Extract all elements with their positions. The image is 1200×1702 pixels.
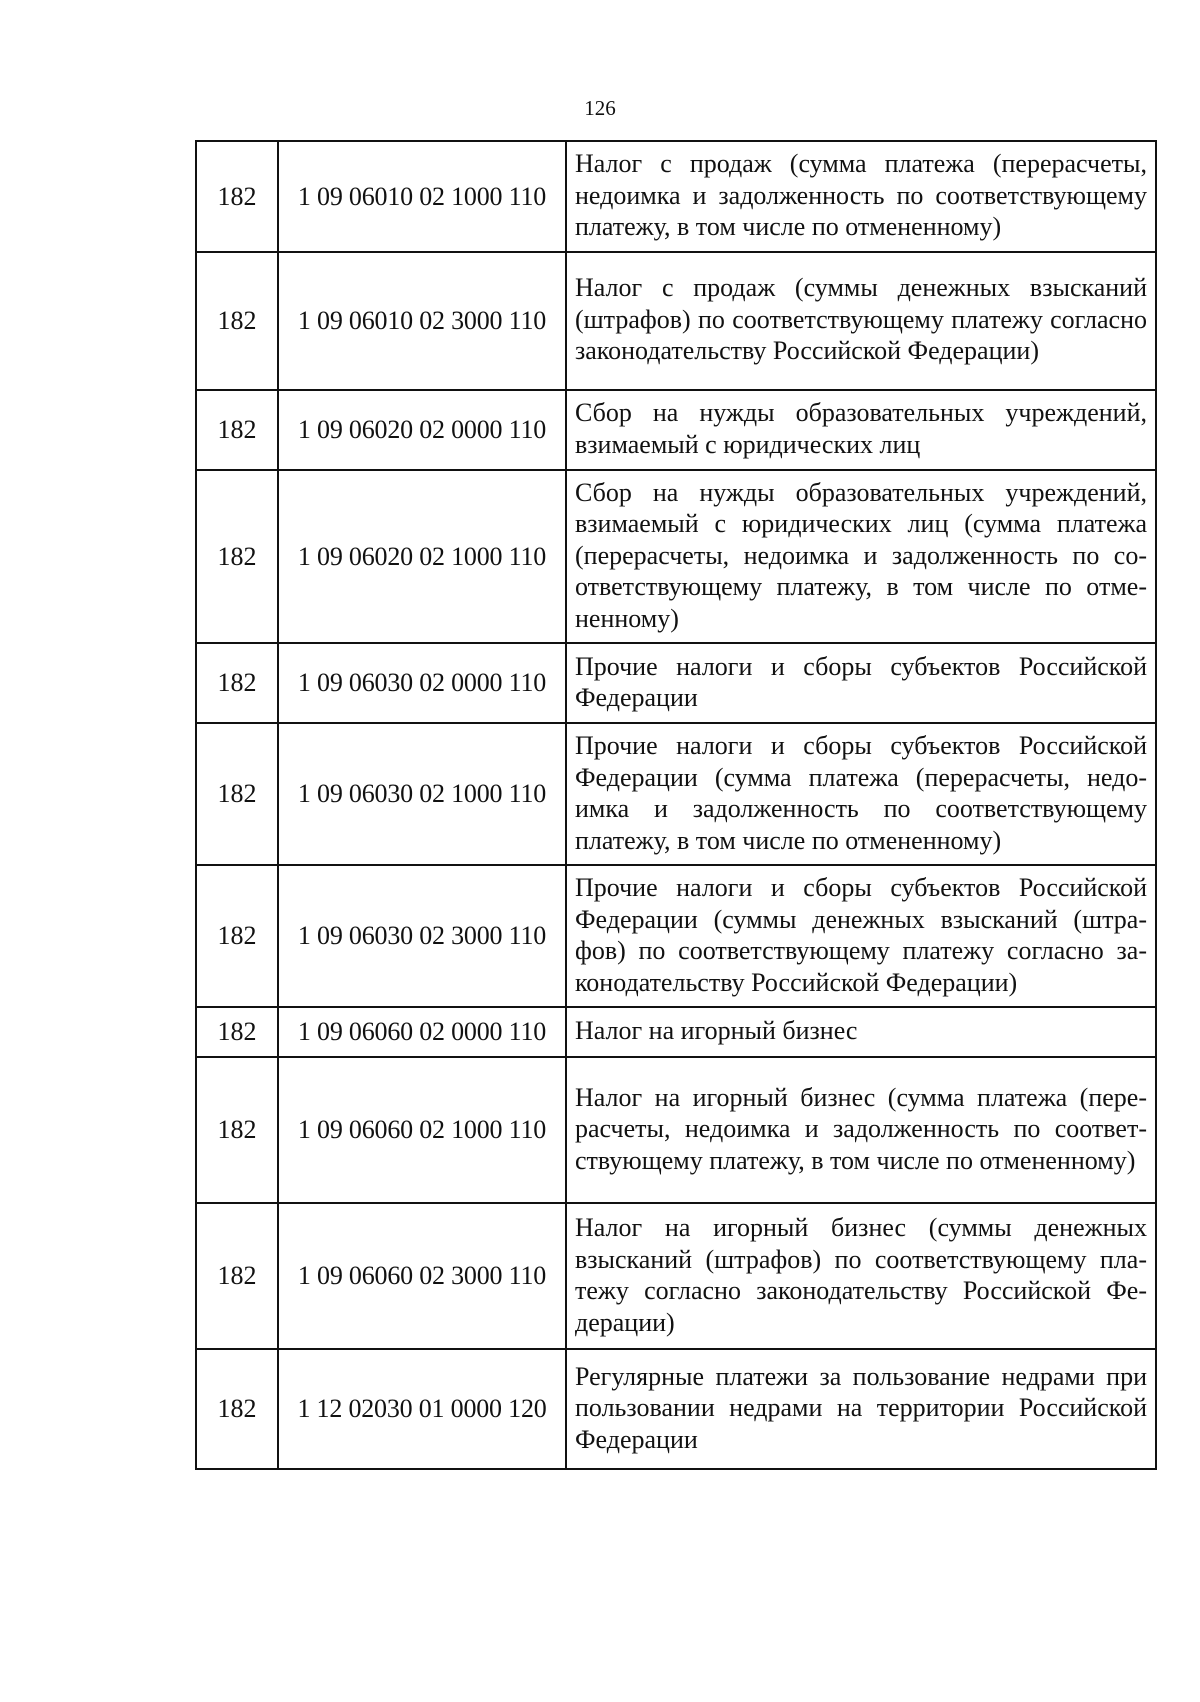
kbk-code-cell: 1 12 02030 01 0000 120	[278, 1349, 566, 1469]
table-row	[196, 1007, 1156, 1057]
kbk-code-cell: 1 09 06030 02 0000 110	[278, 643, 566, 723]
admin-code-cell: 182	[196, 1007, 278, 1057]
income-name-cell: Сбор на нужды образовательных учреждений, взимаемый с юридических лиц (сумма платежа (перерасчеты, недоимка и задолженность по соответствующему платежу, в том числе по отмененному)	[566, 470, 1156, 644]
kbk-code-cell: 1 09 06020 02 1000 110	[278, 470, 566, 644]
table-row	[196, 252, 1156, 390]
admin-code-cell: 182	[196, 1349, 278, 1469]
admin-code-cell: 182	[196, 390, 278, 470]
income-name-cell: Налог с продаж (сумма платежа (перерасчеты, недоимка и задолженность по соответствующему платежу, в том числе по отмененному)	[566, 141, 1156, 252]
kbk-code-cell: 1 09 06030 02 3000 110	[278, 865, 566, 1007]
admin-code-cell: 182	[196, 1203, 278, 1349]
table-row	[196, 470, 1156, 644]
table-row	[196, 723, 1156, 865]
admin-code-cell: 182	[196, 643, 278, 723]
kbk-code-cell: 1 09 06030 02 1000 110	[278, 723, 566, 865]
admin-code-cell: 182	[196, 1057, 278, 1203]
kbk-code-cell: 1 09 06060 02 1000 110	[278, 1057, 566, 1203]
kbk-code-cell: 1 09 06010 02 3000 110	[278, 252, 566, 390]
income-name-cell: Налог с продаж (суммы денежных взысканий (штрафов) по соответствующему платежу согласно законодательству Российской Федерации)	[566, 252, 1156, 390]
table-row	[196, 865, 1156, 1007]
income-name-cell: Налог на игорный бизнес	[566, 1007, 1156, 1057]
kbk-code-cell: 1 09 06020 02 0000 110	[278, 390, 566, 470]
kbk-code-cell: 1 09 06060 02 0000 110	[278, 1007, 566, 1057]
kbk-code-cell: 1 09 06010 02 1000 110	[278, 141, 566, 252]
income-name-cell: Прочие налоги и сборы субъектов Российской Федерации (суммы денежных взысканий (штрафов) по соответствующему платежу согласно законодательству Российской Федерации)	[566, 865, 1156, 1007]
income-name-cell: Прочие налоги и сборы субъектов Российской Федерации	[566, 643, 1156, 723]
income-name-cell: Регулярные платежи за пользование недрами при пользовании недрами на территории Российской Федерации	[566, 1349, 1156, 1469]
admin-code-cell: 182	[196, 470, 278, 644]
admin-code-cell: 182	[196, 865, 278, 1007]
table-row	[196, 1203, 1156, 1349]
admin-code-cell: 182	[196, 723, 278, 865]
table-row	[196, 1057, 1156, 1203]
budget-classification-table	[195, 140, 1157, 1470]
income-name-cell: Прочие налоги и сборы субъектов Российской Федерации (сумма платежа (перерасчеты, недоимка и задолженность по соответствующему платежу, в том числе по отмененному)	[566, 723, 1156, 865]
income-name-cell: Налог на игорный бизнес (суммы денежных взысканий (штрафов) по соответствующему платежу согласно законодательству Российской Федерации)	[566, 1203, 1156, 1349]
table-row	[196, 643, 1156, 723]
income-name-cell: Налог на игорный бизнес (сумма платежа (перерасчеты, недоимка и задолженность по соответствующему платежу, в том числе по отмененному)	[566, 1057, 1156, 1203]
table-row	[196, 141, 1156, 252]
income-name-cell: Сбор на нужды образовательных учреждений, взимаемый с юридических лиц	[566, 390, 1156, 470]
table-row	[196, 390, 1156, 470]
kbk-code-cell: 1 09 06060 02 3000 110	[278, 1203, 566, 1349]
page-number: 126	[584, 96, 616, 120]
table-row	[196, 1349, 1156, 1469]
admin-code-cell: 182	[196, 141, 278, 252]
admin-code-cell: 182	[196, 252, 278, 390]
